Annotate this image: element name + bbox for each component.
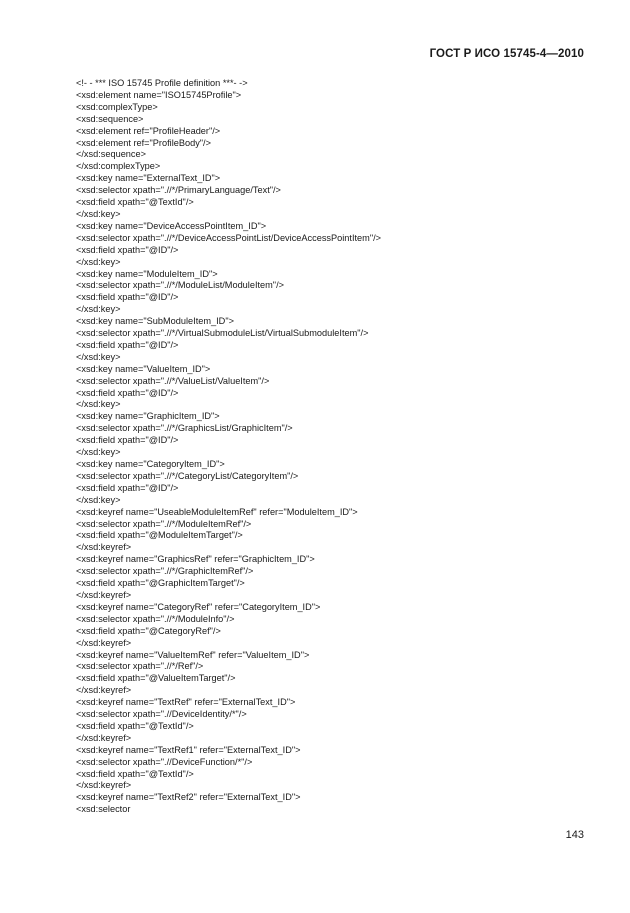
code-line: <xsd:field xpath="@ID"/> [76, 435, 179, 446]
code-line: <xsd:field xpath="@GraphicItemTarget"/> [76, 578, 245, 589]
code-line: <xsd:element ref="ProfileBody"/> [76, 137, 211, 148]
code-line: <xsd:field xpath="@ValueItemTarget"/> [76, 673, 236, 684]
code-line: </xsd:key> [76, 447, 121, 458]
code-line: <xsd:field xpath="@ID"/> [76, 339, 179, 350]
code-line: <xsd:selector xpath=".//*/GraphicItemRef"/> [76, 566, 254, 577]
code-line: </xsd:key> [76, 399, 121, 410]
code-line: </xsd:keyref> [76, 780, 132, 791]
code-line: <xsd:key name="ExternalText_ID"> [76, 173, 221, 184]
page-header: ГОСТ Р ИСО 15745-4—2010 [429, 48, 584, 60]
code-line: <xsd:field xpath="@ModuleItemTarget"/> [76, 530, 243, 541]
code-line: <xsd:complexType> [76, 101, 158, 112]
code-line: <xsd:keyref name="CategoryRef" refer="CategoryItem_ID"> [76, 601, 321, 612]
code-line: <xsd:keyref name="TextRef2" refer="ExternalText_ID"> [76, 792, 301, 803]
code-line: <xsd:selector xpath=".//*/CategoryList/CategoryItem"/> [76, 470, 299, 481]
code-line: </xsd:keyref> [76, 589, 132, 600]
code-line: <xsd:selector xpath=".//*/ModuleList/ModuleItem"/> [76, 280, 284, 291]
code-line: <xsd:selector [76, 804, 131, 815]
code-line: </xsd:key> [76, 208, 121, 219]
code-line: <!- - *** ISO 15745 Profile definition ***- -> [76, 78, 248, 88]
code-line: <xsd:field xpath="@ID"/> [76, 244, 179, 255]
code-line: <xsd:selector xpath=".//DeviceFunction/*"/> [76, 756, 253, 767]
code-line: <xsd:selector xpath=".//*/ModuleItemRef"/> [76, 518, 252, 529]
page-number: 143 [565, 829, 584, 841]
code-line: </xsd:key> [76, 494, 121, 505]
code-line: <xsd:key name="CategoryItem_ID"> [76, 459, 225, 469]
code-line: <xsd:selector xpath=".//*/ModuleInfo"/> [76, 613, 235, 624]
code-line: <xsd:sequence> [76, 113, 144, 124]
code-line: <xsd:selector xpath=".//*/VirtualSubmoduleList/VirtualSubmoduleItem"/> [76, 328, 369, 339]
code-line: <xsd:keyref name="UseableModuleItemRef" refer="ModuleItem_ID"> [76, 506, 358, 517]
code-line: <xsd:selector xpath=".//DeviceIdentity/*"/> [76, 709, 247, 720]
code-line: <xsd:field xpath="@ID"/> [76, 387, 179, 398]
code-line: <xsd:keyref name="TextRef" refer="ExternalText_ID"> [76, 697, 296, 708]
code-line: <xsd:selector xpath=".//*/Ref"/> [76, 661, 204, 672]
code-line: </xsd:key> [76, 256, 121, 267]
code-line: <xsd:selector xpath=".//*/ValueList/ValueItem"/> [76, 375, 270, 386]
code-line: <xsd:selector xpath=".//*/PrimaryLanguage/Text"/> [76, 185, 281, 196]
code-line: <xsd:field xpath="@ID"/> [76, 482, 179, 493]
code-line: <xsd:element ref="ProfileHeader"/> [76, 125, 221, 136]
code-line: </xsd:keyref> [76, 542, 132, 553]
code-line: <xsd:key name="DeviceAccessPointItem_ID"> [76, 220, 267, 231]
code-line: <xsd:field xpath="@TextId"/> [76, 768, 194, 779]
code-line: </xsd:key> [76, 351, 121, 362]
code-line: <xsd:field xpath="@TextId"/> [76, 720, 194, 731]
code-line: <xsd:keyref name="GraphicsRef" refer="GraphicItem_ID"> [76, 554, 315, 565]
code-line: <xsd:key name="GraphicItem_ID"> [76, 411, 220, 422]
code-line: <xsd:field xpath="@ID"/> [76, 292, 179, 303]
xsd-code-listing [76, 78, 596, 816]
code-line: <xsd:keyref name="TextRef1" refer="ExternalText_ID"> [76, 744, 301, 755]
code-line: <xsd:selector xpath=".//*/DeviceAccessPointList/DeviceAccessPointItem"/> [76, 232, 381, 243]
code-line: <xsd:selector xpath=".//*/GraphicsList/GraphicItem"/> [76, 423, 293, 434]
code-line: </xsd:key> [76, 304, 121, 315]
code-line: <xsd:keyref name="ValueItemRef" refer="ValueItem_ID"> [76, 649, 310, 660]
code-line: <xsd:key name="ValueItem_ID"> [76, 363, 211, 374]
code-line: </xsd:complexType> [76, 161, 161, 172]
code-line: </xsd:keyref> [76, 637, 132, 648]
code-line: <xsd:key name="SubModuleItem_ID"> [76, 316, 234, 327]
code-line: </xsd:sequence> [76, 149, 146, 160]
code-line: <xsd:element name="ISO15745Profile"> [76, 89, 242, 100]
code-line: </xsd:keyref> [76, 732, 132, 743]
code-line: </xsd:keyref> [76, 685, 132, 696]
code-line: <xsd:field xpath="@TextId"/> [76, 197, 194, 208]
code-line: <xsd:field xpath="@CategoryRef"/> [76, 625, 221, 636]
code-line: <xsd:key name="ModuleItem_ID"> [76, 268, 218, 279]
